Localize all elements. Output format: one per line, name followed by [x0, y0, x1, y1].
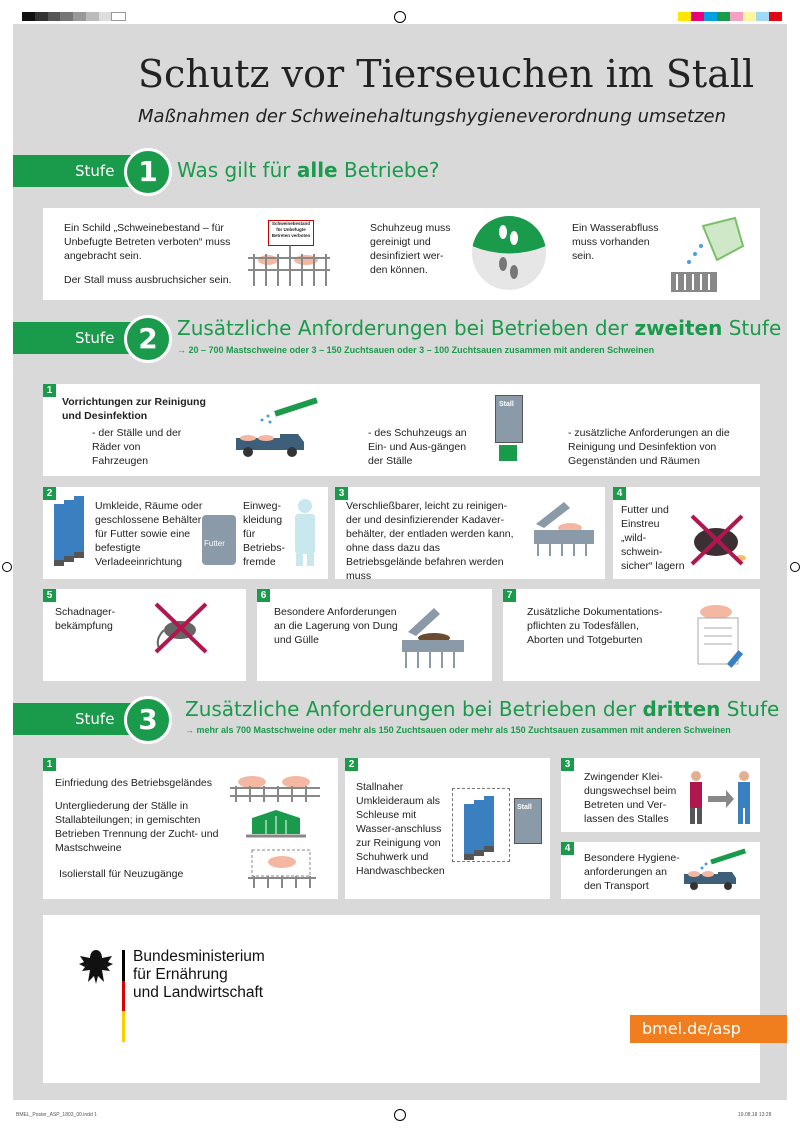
print-slug-left: BMEL_Poster_ASP_1803_00.indd 1	[16, 1112, 97, 1118]
stage2-card-5-number: 5	[43, 589, 56, 602]
documentation-icon	[690, 602, 752, 670]
wild-boar-crossed-icon	[686, 512, 748, 568]
stage3-card-2-number: 2	[345, 758, 358, 771]
coveralls-icon	[52, 496, 88, 568]
stage2-card-3-number: 3	[335, 487, 348, 500]
stall-door-icon	[495, 395, 523, 465]
ministry-line-3: und Landwirtschaft	[133, 984, 264, 1001]
stage2-card-1-title: Vorrichtungen zur Reinigung und Desinfektion	[62, 396, 206, 422]
fence-pigs-icon	[248, 220, 330, 288]
stage3-label: Stufe	[75, 710, 115, 728]
website-link[interactable]: bmel.de/asp	[630, 1015, 787, 1043]
water-drain-icon	[663, 216, 753, 296]
shoe-footprints-icon	[472, 216, 546, 290]
stage3-number-badge: 3	[124, 696, 172, 744]
page-subtitle: Maßnahmen der Schweinehaltungshygieneverordnung umsetzen	[138, 106, 726, 127]
stage1-item-breakout-text: Der Stall muss ausbruchsicher sein.	[64, 274, 232, 286]
transport-washer-icon	[680, 848, 752, 894]
federal-eagle-icon	[78, 946, 114, 986]
stage3-card-4-number: 4	[561, 842, 574, 855]
stage3-heading: Zusätzliche Anforderungen bei Betrieben der dritten Stufe	[185, 697, 780, 721]
stage3-card-1-fence: Einfriedung des Betriebsgeländes	[55, 777, 213, 789]
stage2-card-1-shoes: - des Schuhzeugs an Ein- und Aus-gängen der Ställe	[368, 427, 467, 467]
ministry-name	[133, 948, 265, 1002]
changing-room-stall-label: Stall	[517, 804, 532, 811]
clothing-change-icon	[686, 768, 754, 826]
stage2-heading: Zusätzliche Anforderungen bei Betrieben der zweiten Stufe	[177, 316, 782, 340]
stage2-card-2-rooms: Umkleide, Räume oder geschlossene Behälter für Futter sowie eine befestigte Verladeeinrichtung	[95, 500, 203, 568]
registration-mark-top	[394, 11, 406, 23]
flag-stripe	[122, 950, 125, 1042]
feed-bin-label: Futter	[204, 539, 225, 548]
print-color-bar-right	[678, 12, 782, 21]
warning-sign: Schweinebestand für Unbefugte Betreten verboten	[268, 220, 314, 246]
stage3-criteria: → mehr als 700 Mastschweine oder mehr als 150 Zuchtsauen oder mehr als 150 Zuchtsauen zusammen mit anderen Schweinen	[185, 725, 731, 735]
isolation-pen-icon	[248, 848, 316, 888]
stage1-heading: Was gilt für alle Betriebe?	[177, 158, 440, 182]
stage2-card-2-disposable: Einweg-kleidung für Betriebs-fremde	[243, 500, 286, 568]
stage2-card-2-number: 2	[43, 487, 56, 500]
stage1-label: Stufe	[75, 162, 115, 180]
page-title: Schutz vor Tierseuchen im Stall	[138, 52, 755, 96]
stage2-card-5	[43, 589, 246, 681]
visitor-suit-icon	[292, 498, 318, 568]
print-slug-right: 19.08.18 13:28	[738, 1112, 772, 1118]
ministry-line-2: für Ernährung	[133, 966, 228, 983]
stage3-card-4-text: Besondere Hygiene-anforderungen an den Transport	[584, 852, 680, 892]
feed-bin-icon	[200, 505, 240, 567]
carcass-container-icon	[530, 498, 598, 558]
stage2-card-7-number: 7	[503, 589, 516, 602]
sign-fence-illustration	[248, 220, 330, 288]
stage2-card-5-text: Schadnager-bekämpfung	[55, 606, 116, 632]
barn-sections-icon	[246, 810, 306, 840]
stage2-card-4-text: Futter und Einstreu „wild-schwein-sicher“ lagern	[621, 504, 685, 572]
stage3-card-1-number: 1	[43, 758, 56, 771]
stage2-card-6-text: Besondere Anforderungen an die Lagerung von Dung und Gülle	[274, 606, 398, 646]
rat-crossed-icon	[150, 600, 212, 656]
stage2-label: Stufe	[75, 329, 115, 347]
stage3-card-3-number: 3	[561, 758, 574, 771]
registration-mark-right	[790, 562, 800, 572]
stage2-card-1-number: 1	[43, 384, 56, 397]
stage1-number-badge: 1	[124, 148, 172, 196]
stage1-item-drain-text: Ein Wasserabfluss muss vorhanden sein.	[572, 222, 659, 262]
manure-storage-icon	[398, 604, 468, 670]
stage3-card-2-text: Stallnaher Umkleideraum als Schleuse mit Wasser-anschluss zur Reinigung von Schuhwerk und Handwaschbecken	[356, 781, 445, 877]
stage1-item-shoes-text: Schuhzeug muss gereinigt und desinfiziert wer-den können.	[370, 222, 451, 276]
stage2-card-6-number: 6	[257, 589, 270, 602]
stage3-card-1-sections: Untergliederung der Ställe in Stallabteilungen; in gemischten Betrieben Trennung der Zucht- und Mastschweine	[55, 800, 219, 854]
registration-mark-left	[2, 562, 12, 572]
stage2-criteria: → 20 – 700 Mastschweine oder 3 – 150 Zuchtsauen oder 3 – 100 Zuchtsauen zusammen mit anderen Schweinen	[177, 345, 655, 355]
stage2-card-3-text: Verschließbarer, leicht zu reinigen-der und desinfizierender Kadaver-behälter, der entladen werden kann, ohne dass dazu das Betriebsgelände befahren werden muss	[346, 500, 514, 582]
stage2-number-badge: 2	[124, 315, 172, 363]
stage1-item-sign-text: Ein Schild „Schweinebestand – für Unbefugte Betreten verboten“ muss angebracht sein.	[64, 222, 231, 262]
ministry-line-1: Bundesministerium	[133, 948, 265, 965]
registration-mark-bottom	[394, 1109, 406, 1121]
print-color-bar-left	[22, 12, 126, 21]
truck-washer-icon	[232, 394, 332, 462]
stage3-card-3-text: Zwingender Klei-dungswechsel beim Betreten und Ver-lassen des Stalles	[584, 771, 677, 825]
stage2-card-1-vehicles: - der Ställe und der Räder von Fahrzeugen	[92, 427, 182, 467]
stage2-card-1-objects: - zusätzliche Anforderungen an die Reinigung und Desinfektion von Gegenständen und Räumen	[568, 427, 730, 467]
changing-room-icon	[452, 788, 544, 868]
stage2-card-7-text: Zusätzliche Dokumentations-pflichten zu Todesfällen, Aborten und Totgeburten	[527, 606, 663, 646]
stage2-card-4-number: 4	[613, 487, 626, 500]
stage3-card-1-isolation: Isolierstall für Neuzugänge	[59, 868, 184, 880]
stall-door-label: Stall	[499, 401, 514, 408]
fenced-pigs-icon	[230, 772, 320, 802]
